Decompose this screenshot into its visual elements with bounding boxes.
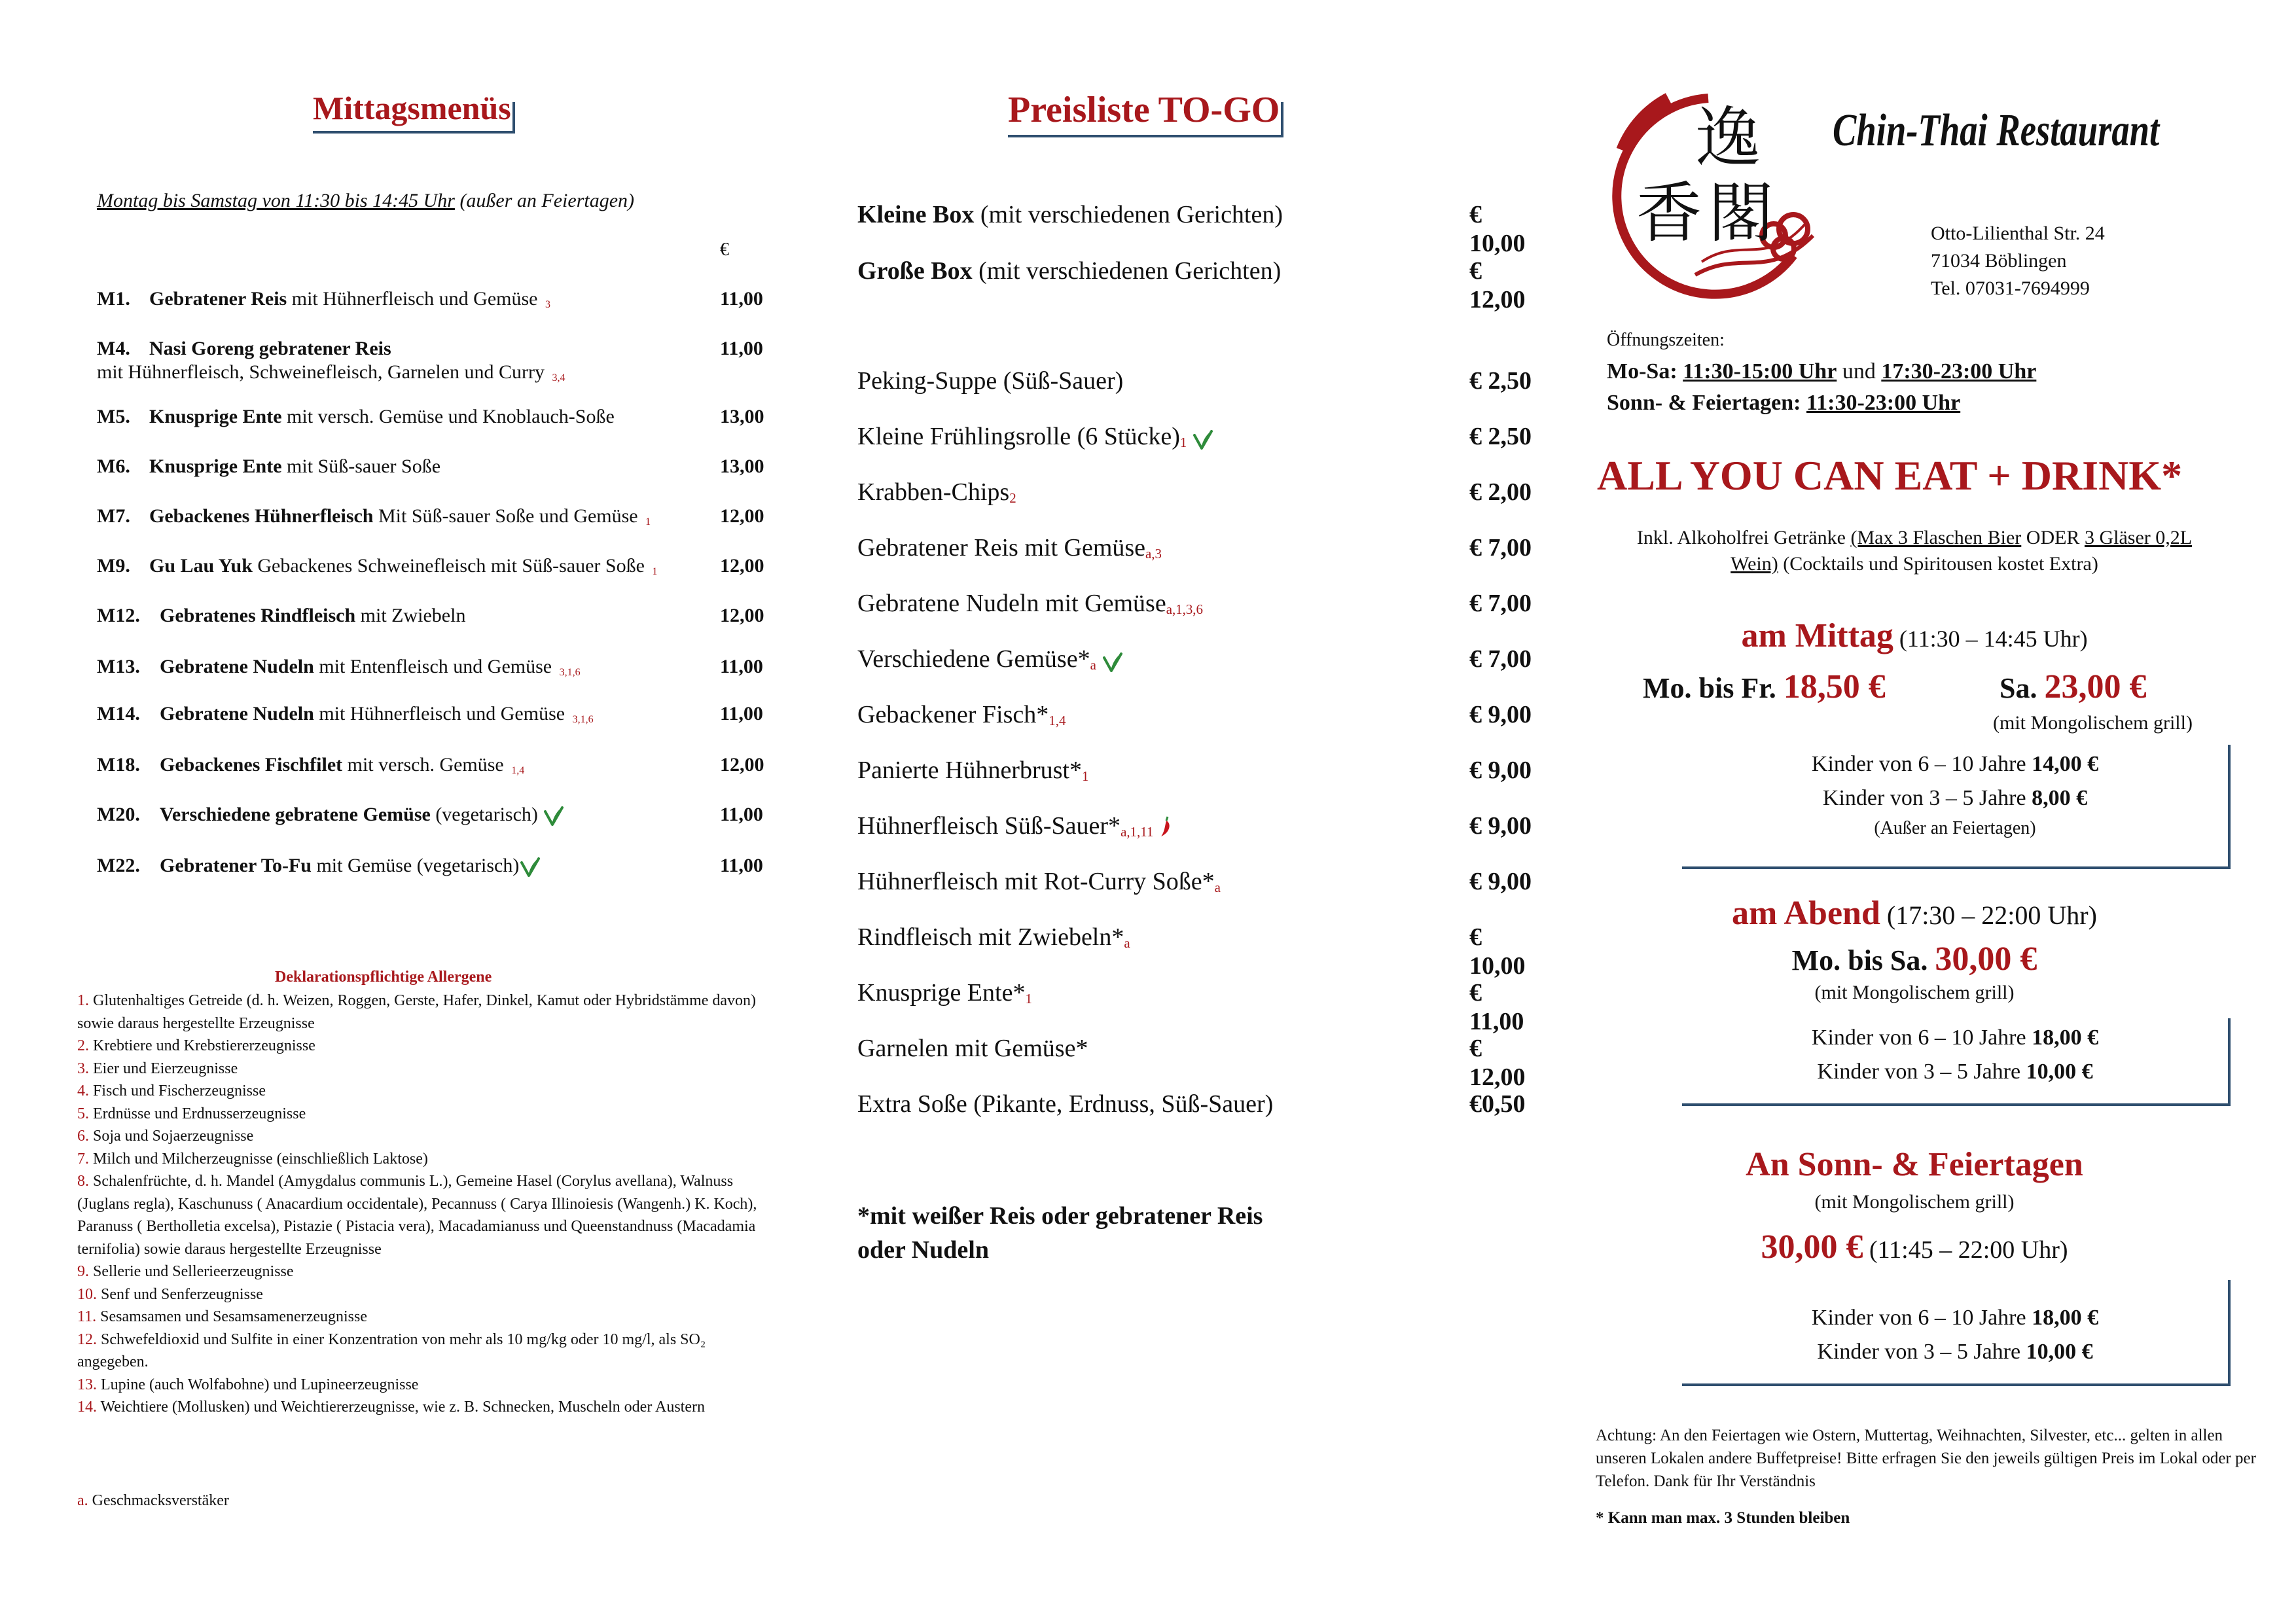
togo-item-price: € 7,00 — [1469, 645, 1532, 673]
logo-char-3: 閣 — [1708, 175, 1774, 251]
menu-name: Gebratenes Rindfleisch — [160, 605, 356, 626]
togo-item-allergens: a,1,11 — [1121, 824, 1154, 840]
togo-item-price: € 9,00 — [1469, 812, 1532, 840]
weekday-time-1: 11:30-15:00 Uhr — [1683, 359, 1837, 383]
lunch-schedule — [97, 190, 634, 212]
drinks-included-note — [1584, 525, 2245, 577]
holiday-label: Sonn- & Feiertagen: — [1607, 391, 1801, 415]
allergen-text: Fisch und Fischerzeugnisse — [89, 1082, 266, 1099]
togo-item-allergens: 1 — [1179, 435, 1187, 450]
lunch-menu-item — [97, 804, 771, 826]
drinks-intro: Inkl. Alkoholfrei Getränke — [1636, 527, 1851, 548]
togo-item-name: Rindfleisch mit Zwiebeln* — [857, 923, 1124, 951]
allergen-number: 6. — [77, 1128, 89, 1145]
address-city: 71034 Böblingen — [1931, 250, 2067, 272]
all-you-can-eat-title: ALL YOU CAN EAT + DRINK* — [1597, 452, 2183, 499]
menu-price: 13,00 — [720, 455, 764, 477]
menu-description: mit Hühnerfleisch und Gemüse — [314, 703, 570, 724]
opening-hours — [1607, 356, 2036, 419]
togo-item-price: € 7,00 — [1469, 534, 1532, 562]
togo-item-name: Gebratener Reis mit Gemüse — [857, 534, 1146, 562]
togo-item — [857, 422, 1538, 451]
holiday-time: (11:45 – 22:00 Uhr) — [1863, 1236, 2068, 1264]
lunch-menu-item — [97, 855, 771, 877]
vegetarian-icon — [519, 857, 541, 877]
allergen-number: 8. — [77, 1173, 89, 1190]
lunch-weekday-amount: 18,50 € — [1783, 668, 1886, 705]
menu-description: mit versch. Gemüse und Knoblauch-Soße — [281, 406, 615, 427]
togo-item-name: Verschiedene Gemüse* — [857, 645, 1090, 673]
lunch-menu-item — [97, 656, 771, 679]
allergen-item — [77, 1306, 758, 1329]
menu-name: Gebackenes Fischfilet — [160, 754, 343, 776]
allergen-number: 13. — [77, 1376, 97, 1393]
togo-box-item — [857, 200, 1538, 257]
allergen-text: Sellerie und Sellerieerzeugnisse — [89, 1263, 294, 1280]
menu-description: mit Süß-sauer Soße — [281, 455, 441, 477]
drinks-or: ODER — [2021, 527, 2085, 548]
header-underline — [1008, 135, 1283, 137]
side-dish-footnote — [857, 1199, 1263, 1267]
menu-price: 11,00 — [720, 338, 763, 359]
lunch-kids-box — [1682, 745, 2231, 869]
allergen-a-key: a. — [77, 1492, 88, 1509]
address-street: Otto-Lilienthal Str. 24 — [1931, 223, 2105, 244]
togo-item-price: € 2,00 — [1469, 478, 1532, 506]
allergen-text: Sesamsamen und Sesamsamenerzeugnisse — [96, 1308, 368, 1325]
dinner-buffet-title: am Abend — [1732, 895, 1880, 932]
allergen-text: Krebtiere und Krebstiererzeugnisse — [89, 1037, 315, 1054]
drinks-extra: (Cocktails und Spiritousen kostet Extra) — [1778, 553, 2098, 575]
vegetarian-icon — [1192, 427, 1214, 447]
menu-code: M18. — [97, 754, 140, 776]
lunch-saturday-note: (mit Mongolischem grill) — [1993, 712, 2193, 734]
togo-item — [857, 923, 1538, 980]
allergen-text: Glutenhaltiges Getreide (d. h. Weizen, Roggen, Gerste, Hafer, Dinkel, Kamut oder Hybridstämme davon) sowie daraus hergestellte Erzeugnisse — [77, 992, 757, 1032]
holiday-buffet-title: An Sonn- & Feiertagen — [1746, 1146, 2083, 1183]
allergen-item — [77, 1283, 758, 1306]
togo-item — [857, 700, 1538, 729]
menu-code: M12. — [97, 605, 140, 626]
menu-allergens: 1 — [652, 566, 658, 577]
lunch-menu-item — [97, 338, 771, 384]
menu-allergens: 3 — [545, 299, 550, 310]
kids-age-3-5: Kinder von 3 – 5 Jahre — [1817, 1060, 2026, 1084]
menu-name: Gebratener Reis — [149, 288, 287, 310]
togo-title: Preisliste TO-GO — [1008, 90, 1280, 130]
allergen-number: 5. — [77, 1105, 89, 1122]
lunch-buffet-heading — [1584, 616, 2245, 655]
kids-age-6-10: Kinder von 6 – 10 Jahre — [1811, 752, 2032, 776]
allergen-item — [77, 1035, 758, 1058]
allergen-number: 12. — [77, 1330, 97, 1348]
togo-item — [857, 867, 1538, 896]
allergen-number: 7. — [77, 1150, 89, 1168]
menu-name: Gebratene Nudeln — [160, 703, 314, 724]
allergen-item — [77, 1329, 758, 1374]
allergen-item — [77, 1260, 758, 1283]
lunch-menu-item — [97, 703, 771, 726]
vegetarian-icon — [1102, 650, 1124, 669]
box-description: (mit verschiedenen Gerichten) — [974, 201, 1283, 228]
lunch-weekday-label: Mo. bis Fr. — [1643, 672, 1784, 704]
togo-item-allergens: a — [1214, 880, 1221, 895]
allergen-text: Senf und Senferzeugnisse — [97, 1285, 263, 1303]
togo-item-allergens: a,1,3,6 — [1166, 601, 1203, 617]
weekday-label: Mo-Sa: — [1607, 359, 1677, 383]
phone-number: Tel. 07031-7694999 — [1931, 277, 2090, 299]
menu-code: M20. — [97, 804, 140, 825]
allergen-text: Eier und Eierzeugnisse — [89, 1060, 238, 1077]
togo-item-name: Garnelen mit Gemüse* — [857, 1035, 1088, 1062]
footnote-line-2: oder Nudeln — [857, 1236, 989, 1264]
allergen-number: 10. — [77, 1285, 97, 1303]
restaurant-logo — [1597, 85, 1820, 301]
allergen-item — [77, 1148, 758, 1171]
menu-description: mit Entenfleisch und Gemüse — [314, 656, 557, 677]
togo-item — [857, 978, 1538, 1035]
togo-item-allergens: 1 — [1081, 768, 1089, 784]
lunch-menu-item — [97, 406, 771, 428]
kids-age-6-10: Kinder von 6 – 10 Jahre — [1811, 1306, 2032, 1330]
kids-price-6-10: 14,00 € — [2032, 752, 2099, 776]
menu-price: 11,00 — [720, 288, 763, 310]
menu-code: M13. — [97, 656, 140, 677]
header-underline — [313, 131, 515, 134]
schedule-note: (außer an Feiertagen) — [454, 190, 635, 211]
kids-holiday-note: (Außer an Feiertagen) — [1874, 818, 2036, 838]
kids-price-3-5: 10,00 € — [2026, 1340, 2093, 1364]
lunch-menu-item — [97, 754, 771, 777]
lunch-saturday-label: Sa. — [2000, 672, 2045, 704]
togo-item-price: € 7,00 — [1469, 590, 1532, 617]
lunch-buffet-time: (11:30 – 14:45 Uhr) — [1893, 626, 2088, 652]
togo-item-allergens: 1 — [1025, 991, 1032, 1007]
togo-item-allergens: 1,4 — [1049, 713, 1066, 728]
lunch-menu-title: Mittagsmenüs — [313, 90, 511, 126]
togo-item-allergens: a — [1124, 935, 1130, 951]
togo-item-name: Hühnerfleisch mit Rot-Curry Soße* — [857, 868, 1215, 895]
menu-description: mit Zwiebeln — [355, 605, 466, 626]
menu-description: Gebackenes Schweinefleisch mit Süß-sauer Soße — [252, 555, 650, 577]
kids-price-3-5: 10,00 € — [2026, 1060, 2093, 1084]
togo-item — [857, 589, 1538, 618]
drinks-wine-end: Wein) — [1731, 553, 1778, 575]
weekday-time-2: 17:30-23:00 Uhr — [1881, 359, 2037, 383]
menu-code: M22. — [97, 855, 140, 876]
menu-price: 13,00 — [720, 406, 764, 427]
allergen-item — [77, 1374, 758, 1397]
kids-price-3-5: 8,00 € — [2032, 786, 2088, 810]
header-rule — [512, 102, 515, 134]
allergen-text: Milch und Milcherzeugnisse (einschließlich Laktose) — [89, 1150, 428, 1168]
logo-char-2: 香 — [1636, 175, 1702, 251]
brand-name: Chin-Thai Restaurant — [1833, 105, 2160, 156]
menu-price: 11,00 — [720, 804, 763, 825]
menu-price: 11,00 — [720, 656, 763, 677]
lunch-menu-item — [97, 455, 771, 478]
togo-item-price: € 2,50 — [1469, 423, 1532, 450]
allergen-item — [77, 1080, 758, 1103]
menu-code: M5. — [97, 406, 130, 427]
menu-name: Gebratene Nudeln — [160, 656, 314, 677]
allergen-item — [77, 990, 758, 1035]
togo-item-name: Krabben-Chips — [857, 478, 1010, 506]
menu-price: 12,00 — [720, 605, 764, 626]
time-limit-note: * Kann man max. 3 Stunden bleiben — [1596, 1509, 1850, 1527]
allergen-text: Lupine (auch Wolfabohne) und Lupineerzeugnisse — [97, 1376, 419, 1393]
allergen-number: 1. — [77, 992, 89, 1009]
togo-box-item — [857, 257, 1538, 313]
menu-allergens: 3,4 — [552, 372, 565, 383]
togo-item — [857, 478, 1538, 507]
logo-char-1: 逸 — [1695, 99, 1761, 176]
box-name: Kleine Box — [857, 201, 975, 228]
menu-description: mit versch. Gemüse — [342, 754, 509, 776]
togo-item-name: Gebackener Fisch* — [857, 701, 1049, 728]
togo-item-price: € 10,00 — [1469, 923, 1526, 980]
menu-description: mit Gemüse (vegetarisch) — [311, 855, 520, 876]
allergen-item — [77, 1396, 758, 1419]
allergen-number: 11. — [77, 1308, 97, 1325]
togo-item-name: Panierte Hühnerbrust* — [857, 757, 1082, 784]
dinner-amount: 30,00 € — [1935, 940, 2037, 978]
allergen-a-text: Geschmacksverstäker — [88, 1492, 229, 1509]
menu-code: M14. — [97, 703, 140, 724]
menu-name: Gebratener To-Fu — [160, 855, 312, 876]
menu-price: 11,00 — [720, 855, 763, 876]
togo-item-price: € 9,00 — [1469, 701, 1532, 728]
lunch-saturday-amount: 23,00 € — [2044, 668, 2147, 705]
allergen-number: 2. — [77, 1037, 89, 1054]
holiday-time: 11:30-23:00 Uhr — [1806, 391, 1961, 415]
lunch-buffet-title: am Mittag — [1741, 617, 1893, 654]
allergen-text: Weichtiere (Mollusken) und Weichtiererzeugnisse, wie z. B. Schnecken, Muscheln oder Austern — [97, 1399, 705, 1416]
kids-age-3-5: Kinder von 3 – 5 Jahre — [1817, 1340, 2026, 1364]
menu-name: Gebackenes Hühnerfleisch — [149, 505, 374, 527]
box-name: Große Box — [857, 257, 973, 285]
menu-code: M7. — [97, 505, 130, 527]
lunch-saturday-price — [2000, 668, 2146, 706]
holiday-buffet-heading — [1584, 1145, 2245, 1184]
allergen-a-note — [77, 1492, 229, 1510]
togo-item-allergens: 2 — [1009, 490, 1016, 506]
schedule-days: Montag bis Samstag von 11:30 bis 14:45 Uhr — [97, 190, 455, 211]
drinks-wine: 3 Gläser 0,2L — [2084, 527, 2193, 548]
vegetarian-icon — [543, 806, 565, 826]
togo-item — [857, 1034, 1538, 1091]
lunch-menu-item — [97, 605, 771, 627]
togo-item-price: € 9,00 — [1469, 757, 1532, 784]
dinner-price — [1584, 940, 2245, 978]
allergen-text: Soja und Sojaerzeugnisse — [89, 1128, 254, 1145]
allergen-item — [77, 1125, 758, 1148]
togo-item-price: € 9,00 — [1469, 868, 1532, 895]
box-price: € 10,00 — [1469, 201, 1526, 257]
menu-description: Mit Süß-sauer Soße und Gemüse — [373, 505, 643, 527]
allergen-number: 14. — [77, 1399, 97, 1416]
menu-name: Knusprige Ente — [149, 455, 282, 477]
menu-code: M6. — [97, 455, 130, 477]
togo-item — [857, 812, 1538, 840]
weekday-and: und — [1837, 359, 1882, 383]
togo-item-name: Kleine Frühlingsrolle (6 Stücke) — [857, 423, 1180, 450]
lunch-menu-header — [313, 89, 511, 127]
holiday-note: (mit Mongolischem grill) — [1814, 1191, 2015, 1213]
togo-item — [857, 645, 1538, 673]
holiday-kids-box — [1682, 1280, 2231, 1386]
kids-price-6-10: 18,00 € — [2032, 1306, 2099, 1330]
box-price: € 12,00 — [1469, 257, 1526, 313]
holiday-price-notice: Achtung: An den Feiertagen wie Ostern, Muttertag, Weihnachten, Silvester, etc... gelten in allen unseren Lokalen andere Buffetpreise! Bitte erfragen Sie den jeweils gültigen Preis im Lokal oder per Telefon. Dank für Ihr Verständnis — [1596, 1427, 2256, 1490]
address — [1931, 220, 2105, 302]
allergen-title: Deklarationspflichtige Allergene — [275, 969, 492, 986]
opening-hours-label: Öffnungszeiten: — [1607, 330, 1725, 350]
lunch-weekday-price — [1643, 668, 1886, 706]
allergen-text: Schalenfrüchte, d. h. Mandel (Amygdalus communis L.), Gemeine Hasel (Corylus avellana), Walnuss (Juglans regla), Kaschunuss ( Anacardium occidentale), Pecannuss ( Carya Illinoiesis (Wangenh.) K. Koch), Paranuss ( Bertholletia excelsa), Pistazie ( Pistacia vera), Macadamianuss und Queenstandnuss (Macadamia ternifolia) sowie daraus hergestellte Erzeugnisse — [77, 1173, 757, 1258]
menu-code: M9. — [97, 555, 130, 577]
togo-item-name: Peking-Suppe (Süß-Sauer) — [857, 367, 1124, 395]
togo-item-price: € 11,00 — [1469, 979, 1524, 1035]
menu-code: M1. — [97, 288, 130, 310]
dinner-note: (mit Mongolischem grill) — [1814, 982, 2015, 1003]
lunch-menu-item — [97, 505, 771, 528]
kids-age-3-5: Kinder von 3 – 5 Jahre — [1822, 786, 2032, 810]
togo-item — [857, 533, 1538, 562]
togo-item-name: Knusprige Ente* — [857, 979, 1026, 1007]
togo-item-name: Gebratene Nudeln mit Gemüse — [857, 590, 1166, 617]
menu-description: mit Hühnerfleisch und Gemüse — [287, 288, 543, 310]
kids-price-6-10: 18,00 € — [2032, 1026, 2099, 1050]
menu-name: Gu Lau Yuk — [149, 555, 253, 577]
allergen-item — [77, 1058, 758, 1080]
holiday-amount: 30,00 € — [1761, 1228, 1863, 1266]
lunch-menu-item — [97, 288, 771, 311]
menu-description: (vegetarisch) — [430, 804, 543, 825]
menu-allergens: 3,1,6 — [572, 714, 594, 725]
menu-description-line2 — [97, 361, 771, 384]
allergen-text: Erdnüsse und Erdnusserzeugnisse — [89, 1105, 306, 1122]
menu-price: 12,00 — [720, 555, 764, 577]
menu-price: 12,00 — [720, 754, 764, 776]
togo-item — [857, 1090, 1538, 1118]
togo-header — [1008, 89, 1280, 131]
dinner-label: Mo. bis Sa. — [1791, 944, 1935, 976]
menu-allergens: 1,4 — [511, 765, 525, 776]
menu-price: 11,00 — [720, 703, 763, 724]
menu-price: 12,00 — [720, 505, 764, 527]
chili-icon — [1158, 815, 1173, 838]
menu-allergens: 1 — [645, 516, 651, 527]
box-description: (mit verschiedenen Gerichten) — [972, 257, 1282, 285]
menu-allergens: 3,1,6 — [559, 667, 581, 678]
togo-item-allergens: a — [1090, 657, 1096, 673]
menu-name: Verschiedene gebratene Gemüse — [160, 804, 431, 825]
lunch-menu-item — [97, 555, 771, 578]
togo-item-price: € 12,00 — [1469, 1035, 1526, 1091]
allergen-list — [77, 990, 758, 1419]
kids-age-6-10: Kinder von 6 – 10 Jahre — [1811, 1026, 2032, 1050]
allergen-number: 3. — [77, 1060, 89, 1077]
holiday-price — [1584, 1228, 2245, 1266]
togo-item-allergens: a,3 — [1145, 546, 1162, 562]
togo-item-name: Hühnerfleisch Süß-Sauer* — [857, 812, 1121, 840]
allergen-item — [77, 1103, 758, 1126]
dinner-buffet-time: (17:30 – 22:00 Uhr) — [1880, 901, 2097, 930]
allergen-text: Schwefeldioxid und Sulfite in einer Konzentration von mehr als 10 mg/kg oder 10 mg/l, als SO₂ angegeben. — [77, 1330, 706, 1370]
allergen-item — [77, 1170, 758, 1260]
footnote-line-1: *mit weißer Reis oder gebratener Reis — [857, 1202, 1263, 1230]
menu-code: M4. — [97, 338, 130, 359]
drinks-beer: (Max 3 Flaschen Bier — [1850, 527, 2022, 548]
togo-item — [857, 366, 1538, 395]
togo-item-name: Extra Soße (Pikante, Erdnuss, Süß-Sauer) — [857, 1090, 1274, 1118]
togo-item-price: € 2,50 — [1469, 367, 1532, 395]
price-column-header: € — [720, 240, 729, 260]
togo-item — [857, 756, 1538, 785]
dinner-buffet-heading — [1584, 894, 2245, 933]
menu-name: Knusprige Ente — [149, 406, 282, 427]
allergen-number: 9. — [77, 1263, 89, 1280]
togo-item-price: €0,50 — [1469, 1090, 1526, 1118]
header-rule — [1281, 102, 1283, 137]
dinner-kids-box — [1682, 1018, 2231, 1106]
menu-name: Nasi Goreng gebratener Reis — [149, 338, 391, 359]
menu-detail: mit Hühnerfleisch, Schweinefleisch, Garnelen und Curry — [97, 361, 550, 383]
allergen-number: 4. — [77, 1082, 89, 1099]
